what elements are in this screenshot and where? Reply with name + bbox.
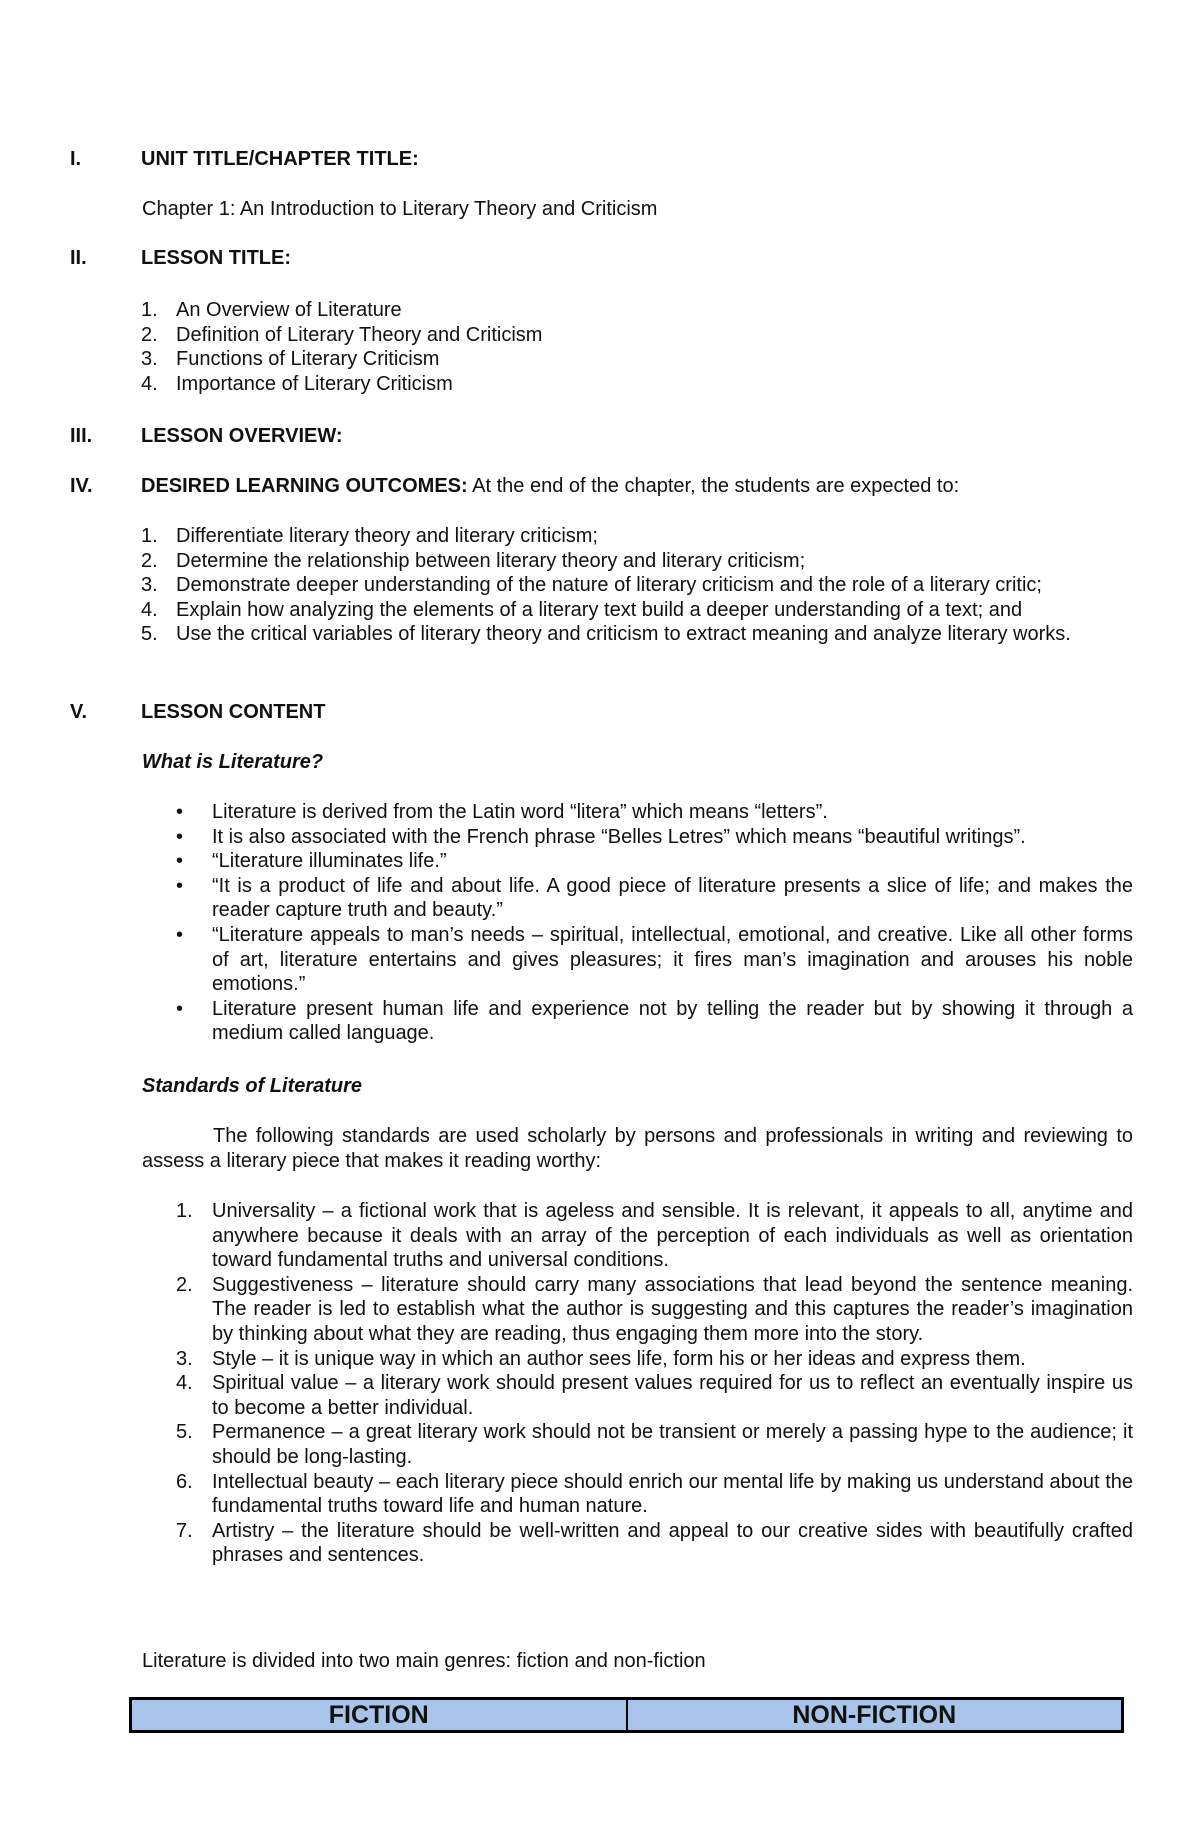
list-item: 2. Determine the relationship between literary theory and literary criticism; (141, 549, 806, 572)
list-item: • “Literature illuminates life.” (176, 850, 447, 873)
list-item: • “Literature appeals to man’s needs – spiritual, intellectual, emotional, and creative. Like all other forms of art, literature entertains and gives pleasures; it fires man’s imagination and arouses his noble emotions.” (176, 923, 1133, 996)
bullet-icon: • (176, 801, 184, 823)
standards-intro-paragraph: The following standards are used scholarly by persons and professionals in writing and reviewing to assess a literary piece that makes it reading worthy: (142, 1125, 1133, 1172)
list-item: 6. Intellectual beauty – each literary piece should enrich our mental life by making us understand about the fundamental truths toward life and human nature. (176, 1470, 1133, 1518)
genres-table (129, 1697, 1124, 1733)
section-heading: DESIRED LEARNING OUTCOMES: At the end of the chapter, the students are expected to: (141, 475, 960, 497)
genres-intro: Literature is divided into two main genres: fiction and non-fiction (142, 1650, 706, 1672)
list-item: • Literature is derived from the Latin word “litera” which means “letters”. (176, 801, 828, 823)
list-item: 4. Importance of Literary Criticism (141, 372, 453, 395)
bullet-icon: • (176, 874, 184, 897)
section-heading: UNIT TITLE/CHAPTER TITLE: (141, 148, 419, 170)
list-item: 4. Spiritual value – a literary work should present values required for us to reflect an eventually inspire us to become a better individual. (176, 1372, 1133, 1419)
standards-list (142, 1199, 1133, 1568)
section-number: III. (70, 425, 93, 447)
table-header-non-fiction: NON-FICTION (627, 1699, 1123, 1732)
literature-bullet-list (142, 800, 1133, 1046)
list-item: 3. Demonstrate deeper understanding of the nature of literary criticism and the role of a literary critic; (141, 574, 1042, 597)
table-header-fiction: FICTION (131, 1699, 627, 1732)
section-heading: LESSON TITLE: (141, 247, 291, 269)
list-item: 1. An Overview of Literature (141, 299, 402, 321)
list-item: 4. Explain how analyzing the elements of a literary text build a deeper understanding of a text; and (141, 598, 1023, 621)
section-heading: LESSON OVERVIEW: (141, 425, 343, 447)
list-item: 7. Artistry – the literature should be well-written and appeal to our creative sides with beautifully crafted phrases and sentences. (176, 1519, 1133, 1567)
list-item: 1. Universality – a fictional work that is ageless and sensible. It is relevant, it appeals to all, anytime and anywhere because it deals with an array of the perception of each individuals as well as orientation toward fundamental truths and universal conditions. (176, 1200, 1133, 1272)
section-number: V. (70, 701, 88, 723)
list-item: • It is also associated with the French phrase “Belles Letres” which means “beautiful writings”. (176, 825, 1026, 848)
list-item: 5. Use the critical variables of literary theory and criticism to extract meaning and analyze literary works. (141, 623, 1071, 646)
section-heading: LESSON CONTENT (141, 701, 326, 723)
list-item: 1. Differentiate literary theory and literary criticism; (141, 525, 598, 547)
bullet-icon: • (176, 997, 184, 1020)
list-item: 3. Functions of Literary Criticism (141, 348, 440, 371)
bullet-icon: • (176, 923, 184, 946)
section-number: IV. (70, 475, 93, 497)
list-item: 5. Permanence – a great literary work should not be transient or merely a passing hype to the audience; it should be long-lasting. (176, 1421, 1133, 1468)
list-item: • “It is a product of life and about life. A good piece of literature presents a slice of life; and makes the reader capture truth and beauty.” (176, 874, 1133, 922)
section-number: II. (70, 247, 87, 269)
list-item: 3. Style – it is unique way in which an author sees life, form his or her ideas and express them. (176, 1347, 1026, 1370)
section-number: I. (70, 148, 82, 170)
lesson-title-list (141, 298, 1132, 396)
table-header-row (131, 1699, 1123, 1732)
list-item: 2. Definition of Literary Theory and Criticism (141, 323, 543, 346)
list-item: 2. Suggestiveness – literature should carry many associations that lead beyond the sentence meaning. The reader is led to establish what the author is suggesting and this captures the reader’s imagination by thinking about what they are reading, thus engaging them more into the story. (176, 1273, 1133, 1345)
what-is-literature-heading: What is Literature? (142, 751, 324, 773)
bullet-icon: • (176, 850, 184, 873)
chapter-title: Chapter 1: An Introduction to Literary Theory and Criticism (142, 198, 658, 220)
standards-heading: Standards of Literature (142, 1075, 363, 1097)
list-item: • Literature present human life and experience not by telling the reader but by showing it through a medium called language. (176, 997, 1133, 1045)
outcomes-list (141, 524, 1132, 647)
bullet-icon: • (176, 825, 184, 848)
